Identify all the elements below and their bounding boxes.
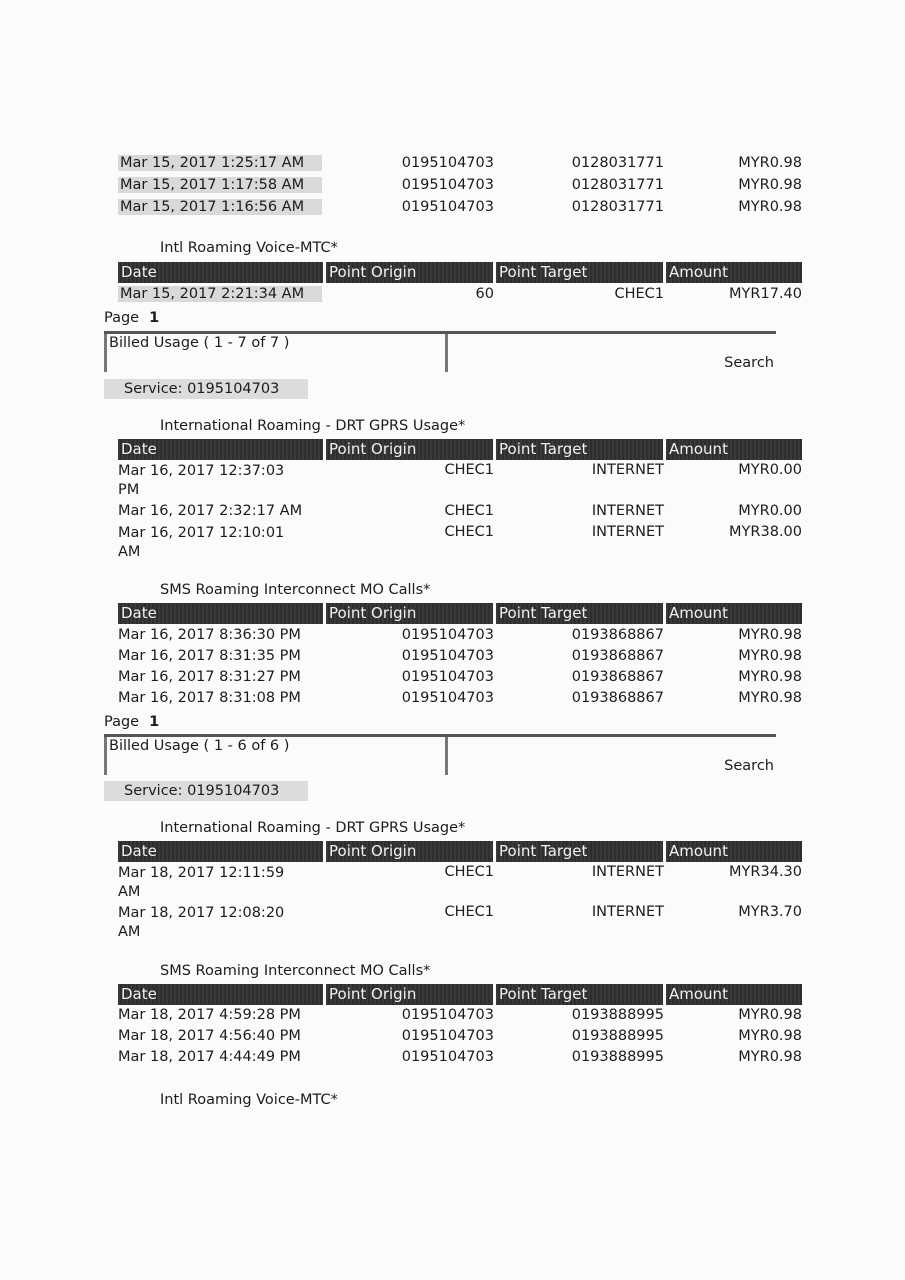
page-number-link[interactable]: 1 — [149, 310, 160, 326]
target-cell: 0128031771 — [571, 199, 664, 215]
amount-cell: MYR0.98 — [738, 1028, 802, 1044]
column-header-target: Point Target — [496, 603, 663, 624]
column-header-origin: Point Origin — [326, 841, 493, 862]
section-title: International Roaming - DRT GPRS Usage* — [160, 820, 466, 836]
date-cell: Mar 16, 2017 8:31:08 PM — [118, 690, 301, 706]
date-cell: Mar 16, 2017 12:10:01 AM — [118, 525, 285, 560]
table-header — [118, 439, 802, 460]
origin-cell: 0195104703 — [401, 627, 494, 643]
target-cell: INTERNET — [591, 503, 664, 519]
billed-usage-count: Billed Usage ( 1 - 7 of 7 ) — [109, 335, 290, 351]
page-label: Page — [104, 714, 140, 730]
section-title: International Roaming - DRT GPRS Usage* — [160, 418, 466, 434]
page-indicator — [104, 714, 159, 730]
origin-cell: 0195104703 — [401, 155, 494, 171]
column-header-target: Point Target — [496, 984, 663, 1005]
date-cell: Mar 15, 2017 1:17:58 AM — [118, 177, 322, 193]
amount-cell: MYR34.30 — [729, 864, 802, 880]
table-row — [118, 690, 802, 711]
target-cell: 0193868867 — [571, 627, 664, 643]
column-header-amount: Amount — [666, 262, 802, 283]
column-header-origin: Point Origin — [326, 439, 493, 460]
origin-cell: 0195104703 — [401, 690, 494, 706]
target-cell: INTERNET — [591, 524, 664, 540]
service-label: Service: 0195104703 — [104, 781, 308, 801]
billed-usage-panel — [104, 334, 448, 372]
amount-cell: MYR0.00 — [738, 503, 802, 519]
billed-usage-count: Billed Usage ( 1 - 6 of 6 ) — [109, 738, 290, 754]
target-cell: INTERNET — [591, 904, 664, 920]
table-row — [118, 177, 802, 198]
target-cell: 0193868867 — [571, 690, 664, 706]
date-cell: Mar 16, 2017 8:36:30 PM — [118, 627, 301, 643]
table-row — [118, 1007, 802, 1028]
amount-cell: MYR0.98 — [738, 1049, 802, 1065]
amount-cell: MYR0.98 — [738, 648, 802, 664]
column-header-date: Date — [118, 603, 323, 624]
column-header-amount: Amount — [666, 984, 802, 1005]
date-cell: Mar 15, 2017 1:25:17 AM — [118, 155, 322, 171]
search-link[interactable]: Search — [724, 355, 774, 371]
amount-cell: MYR3.70 — [738, 904, 802, 920]
date-cell: Mar 16, 2017 8:31:35 PM — [118, 648, 301, 664]
billed-usage-bar — [104, 331, 776, 374]
date-cell: Mar 18, 2017 12:11:59 AM — [118, 865, 285, 900]
origin-cell: 0195104703 — [401, 177, 494, 193]
table-row — [118, 155, 802, 176]
column-header-amount: Amount — [666, 439, 802, 460]
origin-cell: 0195104703 — [401, 1007, 494, 1023]
amount-cell: MYR0.98 — [738, 1007, 802, 1023]
target-cell: 0193868867 — [571, 669, 664, 685]
column-header-target: Point Target — [496, 262, 663, 283]
amount-cell: MYR17.40 — [729, 286, 802, 302]
target-cell: INTERNET — [591, 462, 664, 478]
billed-usage-bar — [104, 734, 776, 777]
origin-cell: 60 — [475, 286, 494, 302]
service-label: Service: 0195104703 — [104, 379, 308, 399]
column-header-date: Date — [118, 984, 323, 1005]
amount-cell: MYR0.98 — [738, 690, 802, 706]
date-cell: Mar 18, 2017 12:08:20 AM — [118, 905, 285, 940]
target-cell: 0128031771 — [571, 155, 664, 171]
section-title: SMS Roaming Interconnect MO Calls* — [160, 963, 431, 979]
column-header-amount: Amount — [666, 841, 802, 862]
section-title: Intl Roaming Voice-MTC* — [160, 1092, 338, 1108]
column-header-origin: Point Origin — [326, 603, 493, 624]
origin-cell: CHEC1 — [444, 864, 494, 880]
page-number-link[interactable]: 1 — [149, 714, 160, 730]
target-cell: INTERNET — [591, 864, 664, 880]
origin-cell: CHEC1 — [444, 462, 494, 478]
origin-cell: 0195104703 — [401, 1028, 494, 1044]
amount-cell: MYR0.98 — [738, 199, 802, 215]
column-header-target: Point Target — [496, 439, 663, 460]
column-header-date: Date — [118, 439, 323, 460]
amount-cell: MYR38.00 — [729, 524, 802, 540]
amount-cell: MYR0.98 — [738, 627, 802, 643]
date-cell: Mar 18, 2017 4:59:28 PM — [118, 1007, 301, 1023]
origin-cell: 0195104703 — [401, 199, 494, 215]
date-cell: Mar 18, 2017 4:56:40 PM — [118, 1028, 301, 1044]
amount-cell: MYR0.98 — [738, 669, 802, 685]
table-header — [118, 841, 802, 862]
column-header-date: Date — [118, 841, 323, 862]
column-header-origin: Point Origin — [326, 262, 493, 283]
table-header — [118, 262, 802, 283]
target-cell: 0193888995 — [571, 1028, 664, 1044]
table-row — [118, 503, 802, 524]
column-header-amount: Amount — [666, 603, 802, 624]
origin-cell: CHEC1 — [444, 524, 494, 540]
date-cell: Mar 16, 2017 12:37:03 PM — [118, 463, 285, 498]
target-cell: 0193888995 — [571, 1007, 664, 1023]
section-title: Intl Roaming Voice-MTC* — [160, 240, 338, 256]
table-row — [118, 1028, 802, 1049]
amount-cell: MYR0.00 — [738, 462, 802, 478]
table-row — [118, 904, 802, 944]
target-cell: CHEC1 — [614, 286, 664, 302]
page-label: Page — [104, 310, 140, 326]
amount-cell: MYR0.98 — [738, 155, 802, 171]
target-cell: 0193888995 — [571, 1049, 664, 1065]
column-header-target: Point Target — [496, 841, 663, 862]
page-indicator — [104, 310, 159, 326]
date-cell: Mar 18, 2017 4:44:49 PM — [118, 1049, 301, 1065]
date-cell: Mar 16, 2017 2:32:17 AM — [118, 503, 303, 519]
section-title: SMS Roaming Interconnect MO Calls* — [160, 582, 431, 598]
table-row — [118, 1049, 802, 1070]
table-row — [118, 627, 802, 648]
table-row — [118, 669, 802, 690]
origin-cell: 0195104703 — [401, 648, 494, 664]
date-cell: Mar 16, 2017 8:31:27 PM — [118, 669, 301, 685]
table-row — [118, 286, 802, 307]
table-row — [118, 864, 802, 904]
date-cell: Mar 15, 2017 2:21:34 AM — [118, 286, 322, 302]
origin-cell: CHEC1 — [444, 904, 494, 920]
table-header — [118, 984, 802, 1005]
search-link[interactable]: Search — [724, 758, 774, 774]
column-header-date: Date — [118, 262, 323, 283]
origin-cell: 0195104703 — [401, 669, 494, 685]
table-header — [118, 603, 802, 624]
target-cell: 0193868867 — [571, 648, 664, 664]
table-row — [118, 199, 802, 220]
table-row — [118, 648, 802, 669]
date-cell: Mar 15, 2017 1:16:56 AM — [118, 199, 322, 215]
origin-cell: 0195104703 — [401, 1049, 494, 1065]
origin-cell: CHEC1 — [444, 503, 494, 519]
table-row — [118, 524, 802, 564]
billed-usage-panel — [104, 737, 448, 775]
amount-cell: MYR0.98 — [738, 177, 802, 193]
column-header-origin: Point Origin — [326, 984, 493, 1005]
target-cell: 0128031771 — [571, 177, 664, 193]
table-row — [118, 462, 802, 502]
